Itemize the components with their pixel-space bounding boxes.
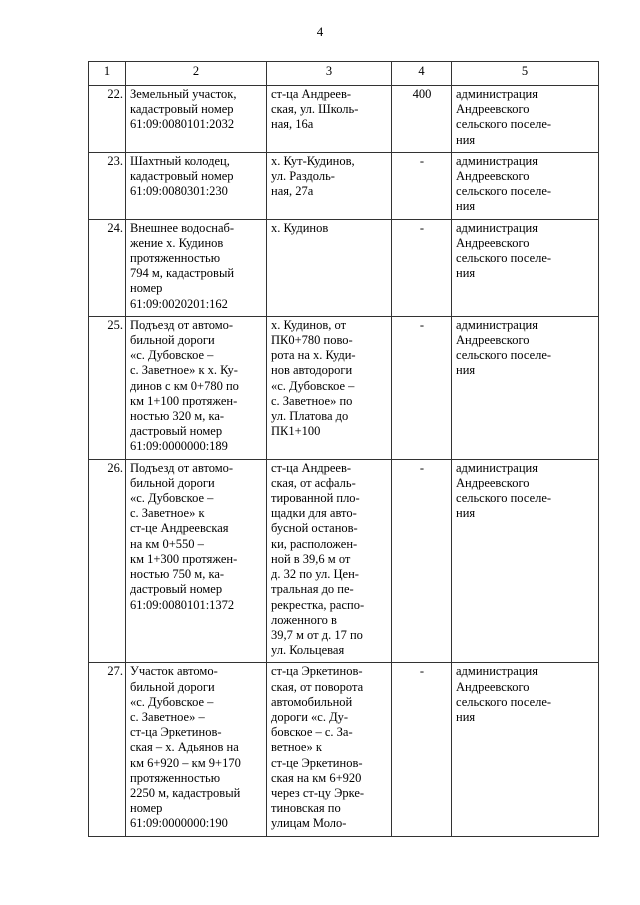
object-name-line: кадастровый номер [130, 169, 234, 184]
header-cell-1: 1 [89, 62, 126, 86]
value-cell [392, 219, 452, 316]
object-name-line: на км 0+550 – [130, 536, 204, 551]
location-line: нов автодороги [271, 363, 353, 378]
object-name-line: Подъезд от автомо- [130, 317, 234, 332]
header-cell-3: 3 [267, 62, 392, 86]
row-number: 23. [107, 153, 123, 168]
object-name-line: дастровый номер [130, 582, 223, 597]
row-number: 25. [107, 317, 123, 332]
value-text: - [419, 664, 425, 679]
row-number: 27. [107, 664, 123, 679]
object-name-line: с. Заветное» к х. Ку- [130, 363, 238, 378]
object-name-line: 2250 м, кадастровый [130, 785, 241, 800]
location-line: ПК0+780 пово- [271, 333, 353, 348]
object-name-line: ская – х. Адьянов на [130, 740, 239, 755]
object-name-line: Участок автомо- [130, 664, 218, 679]
object-name-line: жение х. Кудинов [130, 235, 224, 250]
location-line: х. Кудинов, от [271, 317, 347, 332]
property-table [88, 61, 599, 837]
row-number-cell [89, 152, 126, 219]
owner-line: администрация [456, 220, 538, 235]
row-number-cell [89, 86, 126, 153]
object-name-cell [126, 316, 267, 459]
location-line: тральная до пе- [271, 582, 354, 597]
owner-line: ния [456, 709, 476, 724]
owner-line: Андреевского [456, 235, 530, 250]
object-name-line: «с. Дубовское – [130, 491, 214, 506]
owner-line: Андреевского [456, 169, 530, 184]
location-line: с. Заветное» по [271, 393, 353, 408]
location-line: ская, от асфаль- [271, 475, 356, 490]
location-line: через ст-цу Эрке- [271, 785, 365, 800]
location-line: ки, расположен- [271, 536, 358, 551]
location-line: ская, от поворота [271, 679, 364, 694]
object-name-line: динов с км 0+780 по [130, 378, 239, 393]
row-number: 22. [107, 87, 123, 101]
object-name-line: км 6+920 – км 9+170 [130, 755, 241, 770]
location-line: «с. Дубовское – [271, 378, 355, 393]
owner-line: сельского поселе- [456, 491, 552, 506]
owner-line: администрация [456, 87, 538, 101]
location-line: д. 32 по ул. Цен- [271, 567, 359, 582]
table-row [89, 316, 599, 459]
location-line: ст-ца Андреев- [271, 87, 352, 101]
table-row [89, 152, 599, 219]
owner-line: сельского поселе- [456, 117, 552, 132]
object-name-line: «с. Дубовское – [130, 694, 214, 709]
location-line: тиновская по [271, 801, 341, 816]
object-name-cell [126, 663, 267, 836]
owner-line: сельского поселе- [456, 348, 552, 363]
table-row [89, 86, 599, 153]
owner-line: Андреевского [456, 102, 530, 117]
value-cell [392, 316, 452, 459]
object-name-line: 61:09:0080101:1372 [130, 597, 235, 612]
object-name-line: 61:09:0000000:190 [130, 816, 228, 831]
object-name-line: 61:09:0080301:230 [130, 184, 228, 199]
table-row [89, 219, 599, 316]
value-cell [392, 663, 452, 836]
object-name-line: номер [130, 281, 163, 296]
object-name-line: ст-ца Эркетинов- [130, 725, 222, 740]
location-line: ст-це Эркетинов- [271, 755, 363, 770]
object-name-line: км 1+300 протяжен- [130, 551, 238, 566]
object-name-line: номер [130, 801, 163, 816]
object-name-line: Подъезд от автомо- [130, 460, 234, 475]
row-number: 26. [107, 460, 123, 475]
location-line: х. Кудинов [271, 220, 329, 235]
value-text: - [419, 220, 425, 235]
row-number-cell [89, 219, 126, 316]
object-name-line: протяженностью [130, 770, 221, 785]
value-cell [392, 152, 452, 219]
location-line: щадки для авто- [271, 506, 357, 521]
owner-line: администрация [456, 460, 538, 475]
owner-cell [452, 316, 599, 459]
object-name-cell [126, 459, 267, 663]
location-cell [267, 663, 392, 836]
location-cell [267, 86, 392, 153]
object-name-line: 61:09:0080101:2032 [130, 117, 235, 132]
location-line: ПК1+100 [271, 424, 321, 439]
location-cell [267, 152, 392, 219]
object-name-line: км 1+100 протяжен- [130, 393, 238, 408]
object-name-line: 794 м, кадастровый [130, 266, 235, 281]
object-name-cell [126, 86, 267, 153]
owner-line: Андреевского [456, 475, 530, 490]
location-line: х. Кут-Кудинов, [271, 153, 355, 168]
object-name-line: «с. Дубовское – [130, 348, 214, 363]
owner-cell [452, 459, 599, 663]
owner-line: ния [456, 132, 476, 147]
owner-line: сельского поселе- [456, 251, 552, 266]
location-line: бовское – с. За- [271, 725, 353, 740]
object-name-line: дастровый номер [130, 424, 223, 439]
owner-line: ния [456, 506, 476, 521]
owner-line: ния [456, 363, 476, 378]
location-line: ст-ца Эркетинов- [271, 664, 363, 679]
location-cell [267, 316, 392, 459]
object-name-line: бильной дороги [130, 475, 215, 490]
location-line: бусной останов- [271, 521, 358, 536]
owner-line: администрация [456, 317, 538, 332]
location-line: дороги «с. Ду- [271, 709, 349, 724]
location-line: ст-ца Андреев- [271, 460, 352, 475]
header-cell-4: 4 [392, 62, 452, 86]
table-row [89, 459, 599, 663]
row-number-cell [89, 316, 126, 459]
location-line: ул. Платова до [271, 409, 349, 424]
value-text: 400 [412, 87, 432, 101]
owner-cell [452, 152, 599, 219]
location-line: тированной пло- [271, 491, 360, 506]
value-cell [392, 459, 452, 663]
object-name-line: ностью 320 м, ка- [130, 409, 225, 424]
owner-line: Андреевского [456, 333, 530, 348]
object-name-line: с. Заветное» – [130, 709, 205, 724]
value-text: - [419, 317, 425, 332]
location-line: рекрестка, распо- [271, 597, 365, 612]
value-text: - [419, 153, 425, 168]
location-line: улицам Моло- [271, 816, 347, 831]
object-name-line: кадастровый номер [130, 102, 234, 117]
location-line: ветное» к [271, 740, 322, 755]
location-line: ной в 39,6 м от [271, 551, 351, 566]
object-name-line: Внешнее водоснаб- [130, 220, 235, 235]
object-name-line: с. Заветное» к [130, 506, 205, 521]
location-cell [267, 459, 392, 663]
row-number-cell [89, 663, 126, 836]
row-number-cell [89, 459, 126, 663]
object-name-line: бильной дороги [130, 679, 215, 694]
owner-line: Андреевского [456, 679, 530, 694]
location-line: ная, 27а [271, 184, 314, 199]
owner-cell [452, 219, 599, 316]
object-name-line: ст-це Андреевская [130, 521, 229, 536]
header-cell-5: 5 [452, 62, 599, 86]
owner-line: ния [456, 266, 476, 281]
location-line: 39,7 м от д. 17 по [271, 627, 363, 642]
object-name-line: бильной дороги [130, 333, 215, 348]
owner-line: администрация [456, 664, 538, 679]
object-name-line: 61:09:0000000:189 [130, 439, 228, 454]
header-cell-2: 2 [126, 62, 267, 86]
page-number: 4 [316, 24, 324, 39]
row-number: 24. [107, 220, 123, 235]
location-cell [267, 219, 392, 316]
location-line: ская, ул. Школь- [271, 102, 359, 117]
value-text: - [419, 460, 425, 475]
owner-line: ния [456, 199, 476, 214]
owner-cell [452, 86, 599, 153]
location-line: ул. Раздоль- [271, 169, 335, 184]
location-line: ул. Кольцевая [271, 643, 345, 658]
object-name-line: ностью 750 м, ка- [130, 567, 225, 582]
value-cell [392, 86, 452, 153]
object-name-line: 61:09:0020201:162 [130, 296, 228, 311]
location-line: ская на км 6+920 [271, 770, 362, 785]
object-name-cell [126, 152, 267, 219]
location-line: рота на х. Куди- [271, 348, 356, 363]
location-line: автомобильной [271, 694, 353, 709]
table-header-row [89, 62, 599, 86]
object-name-line: Шахтный колодец, [130, 153, 230, 168]
table-row [89, 663, 599, 836]
owner-line: сельского поселе- [456, 694, 552, 709]
object-name-line: Земельный участок, [130, 87, 237, 101]
object-name-line: протяженностью [130, 251, 221, 266]
location-line: ложенного в [271, 612, 337, 627]
location-line: ная, 16а [271, 117, 314, 132]
owner-cell [452, 663, 599, 836]
owner-line: сельского поселе- [456, 184, 552, 199]
owner-line: администрация [456, 153, 538, 168]
object-name-cell [126, 219, 267, 316]
